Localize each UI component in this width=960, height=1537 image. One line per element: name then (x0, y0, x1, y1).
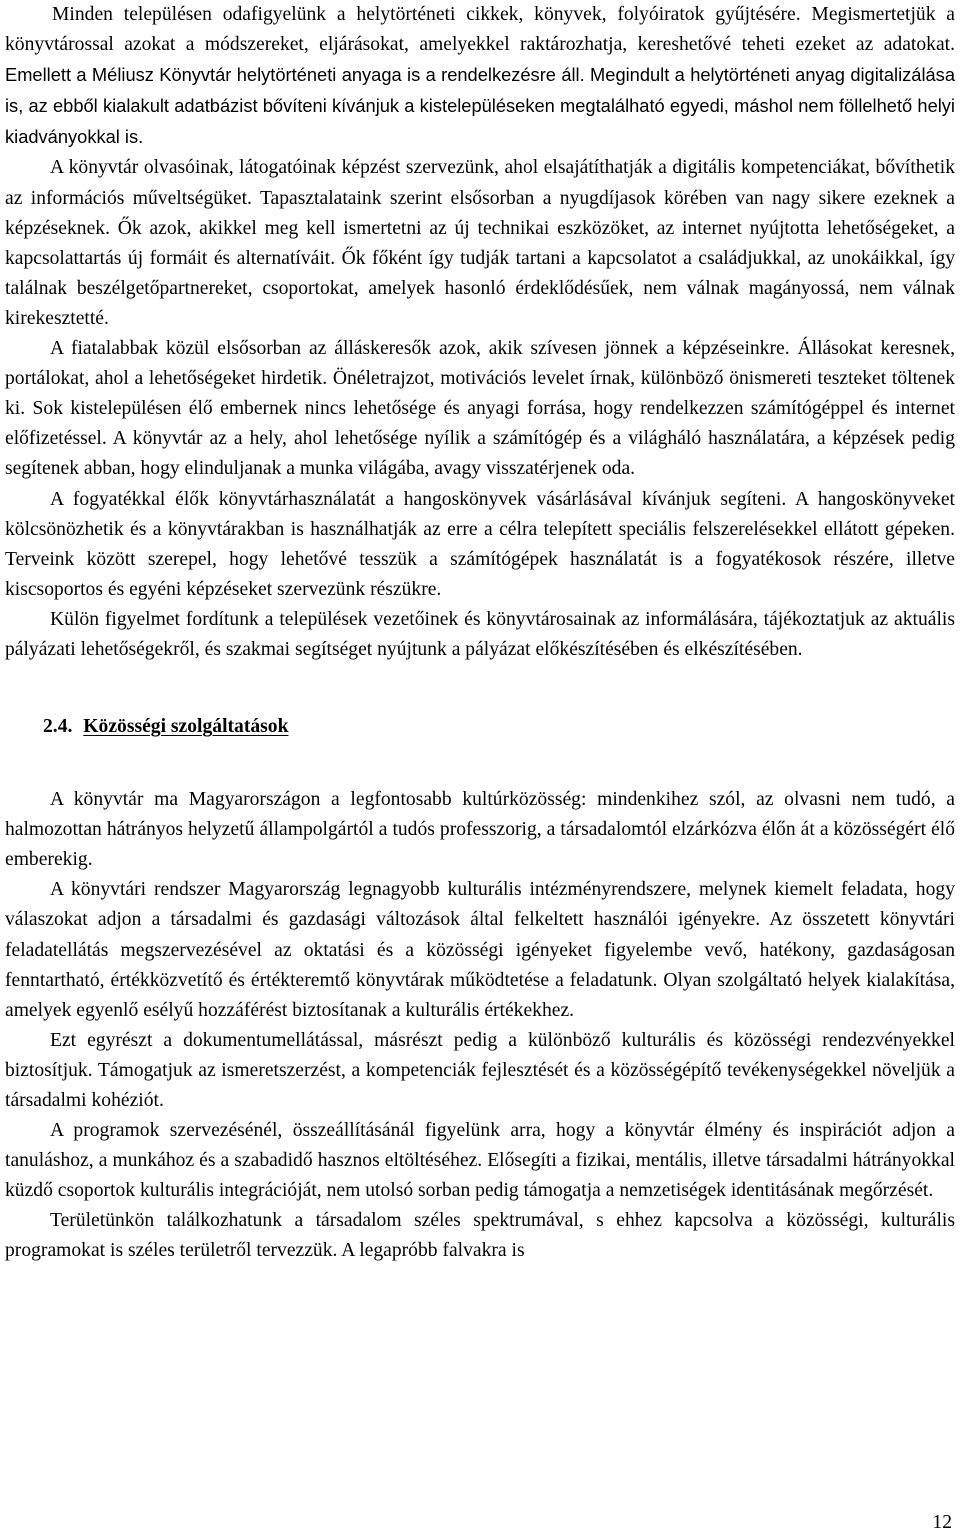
paragraph-text-run: Emellett a Méliusz Könyvtár helytörténeti anyaga is a rendelkezésre áll. Megindult a helytörténeti anyag digitalizálása is, az ebből kialakult adatbázist bővíteni kívánjuk a kistelepüléseken megtalálható egyedi, máshol nem föllelhető helyi kiadványokkal is. (5, 64, 955, 148)
paragraph-text-run: A fiatalabbak közül elsősorban az álláskeresők azok, akik szívesen jönnek a képzéseinkre. Állásokat keresnek, portálokat, ahol a lehetőségeket hirdetik. Önéletrajzot, motivációs levelet írnak, különböző önismereti teszteket töltenek ki. Sok kistelepülésen élő embernek nincs lehetősége és anyagi forrása, hogy rendelkezzen számítógéppel és internet előfizetéssel. A könyvtár az a hely, ahol lehetősége nyílik a számítógép és a világháló használatára, a képzések pedig segítenek abban, hogy elinduljanak a munka világába, avagy visszatérjenek oda. (5, 338, 955, 480)
section-title: Közösségi szolgáltatások (83, 716, 289, 738)
paragraph-text-run: A könyvtár olvasóinak, látogatóinak képzést szervezünk, ahol elsajátíthatják a digitális kompetenciákat, bővíthetik az információs műveltségüket. Tapasztalataink szerint elsősorban a nyugdíjasok körében van nagy sikere ezeknek a képzéseknek. Ők azok, akikkel meg kell ismertetni az új technikai eszközöket, az internet nyújtotta lehetőségeket, a kapcsolattartás új formáit és alternatíváit. Ők főként így tudják tartani a kapcsolatot a családjukkal, az unokáikkal, így találnak beszélgetőpartnereket, csoportokat, amelyek hasonló érdeklődésűek, nem válnak magányossá, nem válnak kirekesztetté. (5, 157, 955, 329)
paragraph (5, 334, 955, 484)
paragraph-text-run: Minden településen odafigyelünk a helytörténeti cikkek, könyvek, folyóiratok gyűjtésére. Megismertetjük a könyvtárossal azokat a módszereket, eljárásokat, amelyekkel raktározhatja, kereshetővé teheti ezeket az adatokat. (5, 4, 955, 56)
paragraph (5, 153, 955, 334)
paragraph-text-run: Külön figyelmet fordítunk a települések vezetőinek és könyvtárosainak az informálására, tájékoztatjuk az aktuális pályázati lehetőségekről, és szakmai segítséget nyújtunk a pályázat előkészítésében és elkészítésében. (5, 608, 955, 660)
paragraph-text-run: A fogyatékkal élők könyvtárhasználatát a hangoskönyvek vásárlásával kívánjuk segíteni. A hangoskönyveket kölcsönözhetik és a könyvtárakban is használhatják az erre a célra telepített speciális felszerelésekkel ellátott gépeken. Terveink között szerepel, hogy lehetővé tesszük a számítógépek használatát is a fogyatékosok részére, illetve kiscsoportos és egyéni képzéseket szervezünk részükre. (5, 488, 955, 600)
paragraph: A könyvtári rendszer Magyarország legnagyobb kulturális intézményrendszere, melynek kiemelt feladata, hogy válaszokat adjon a társadalmi és gazdasági változások által felkeltett használói igényekre. Az összetett könyvtári feladatellátás megszervezésével az oktatási és a közösségi igényeket figyelembe vevő, hatékony, gazdaságosan fenntartható, értékközvetítő és értékteremtő könyvtárak működtetése a feladatunk. Olyan szolgáltató helyek kialakítása, amelyek egyenlő esélyű hozzáférést biztosítanak a kulturális értékekhez. (5, 879, 955, 1021)
section-heading (43, 712, 955, 742)
document-page (5, 0, 955, 1267)
paragraph (5, 485, 955, 605)
paragraph (5, 605, 955, 665)
paragraphs-before (5, 0, 955, 665)
paragraph: A könyvtár ma Magyarországon a legfontosabb kultúrközösség: mindenkihez szól, az olvasni nem tudó, a halmozottan hátrányos helyzetű állampolgártól a tudós professzorig, a társadalomtól elzárkózva élőn át a közösségért élő emberekig. (5, 789, 955, 871)
paragraph (5, 0, 955, 153)
paragraph: Ezt egyrészt a dokumentumellátással, másrészt pedig a különböző kulturális és közösségi rendezvényekkel biztosítjuk. Támogatjuk az ismeretszerzést, a kompetenciák fejlesztését és a közösségépítő tevékenységekkel növeljük a társadalmi kohéziót. (5, 1029, 955, 1111)
section-number: 2.4. (43, 716, 73, 738)
paragraph: Területünkön találkozhatunk a társadalom széles spektrumával, s ehhez kapcsolva a közösségi, kulturális programokat is széles területről tervezzük. A legapróbb falvakra is (5, 1210, 955, 1262)
paragraph: A programok szervezésénél, összeállításánál figyelünk arra, hogy a könyvtár élmény és inspirációt adjon a tanuláshoz, a munkához és a szabadidő hasznos eltöltéséhez. Elősegíti a fizikai, mentális, illetve társadalmi hátrányokkal küzdő csoportok kulturális integrációját, nem utolsó sorban pedig támogatja a nemzetiségek identitásának megőrzését. (5, 1120, 955, 1202)
page-number: 12 (932, 1512, 952, 1533)
paragraphs-after (5, 785, 955, 1267)
